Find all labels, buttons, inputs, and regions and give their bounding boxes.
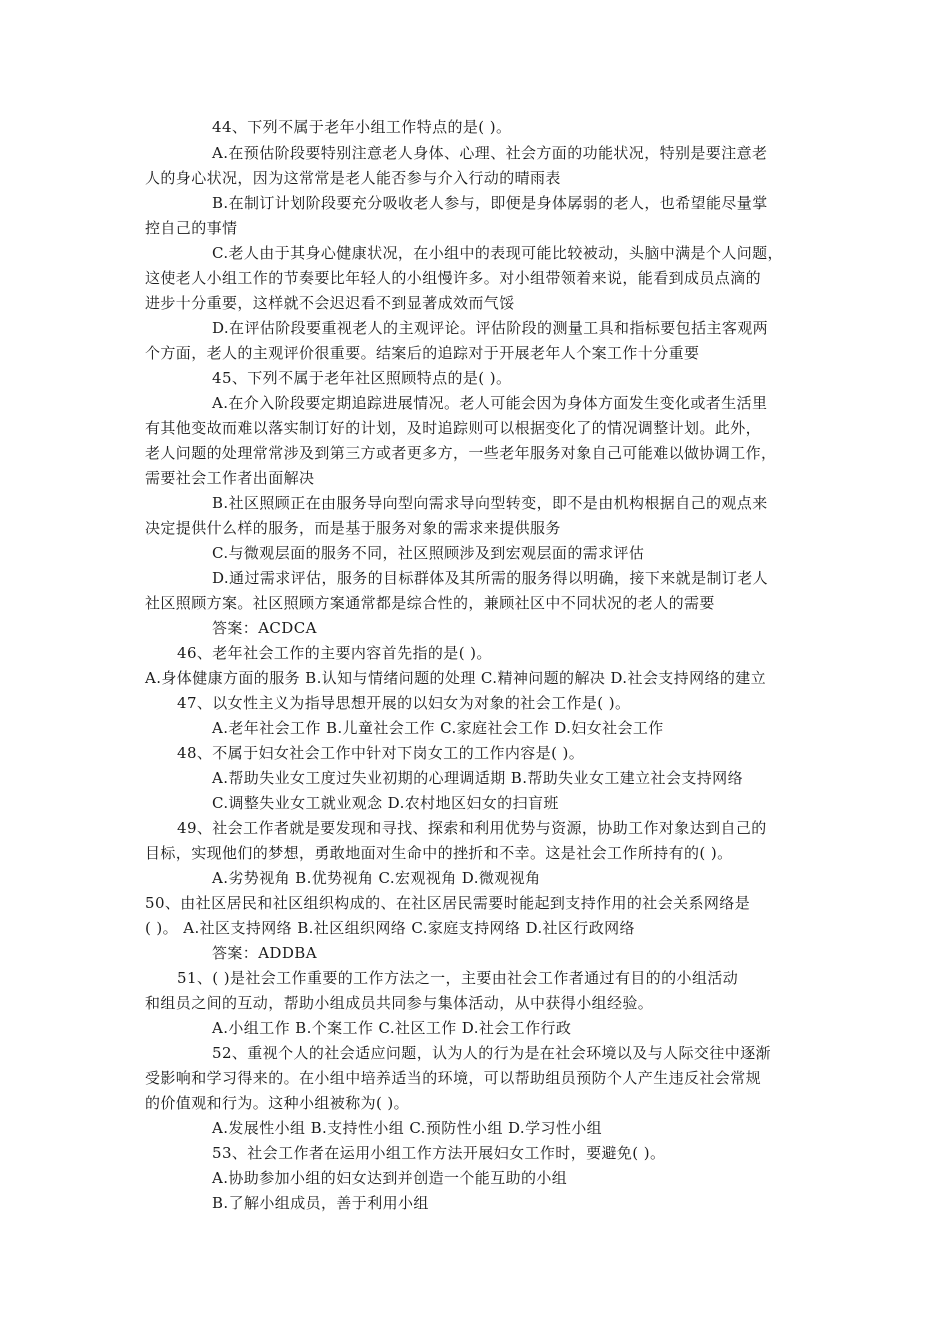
option-text: A.在预估阶段要特别注意老人身体、心理、社会方面的功能状况，特别是要注意老 [212,144,768,162]
option-text: ( )。 A.社区支持网络 B.社区组织网络 C.家庭支持网络 D.社区行政网络 [145,919,635,937]
answer-line: 答案：ADDBA [212,944,317,962]
option-text: 老人问题的处理常常涉及到第三方或者更多方，一些老年服务对象自己可能难以做协调工作， [145,444,777,462]
option-text: A.帮助失业女工度过失业初期的心理调适期 B.帮助失业女工建立社会支持网络 [212,769,743,787]
option-text: 社区照顾方案。社区照顾方案通常都是综合性的，兼顾社区中不同状况的老人的需要 [145,594,715,612]
question-46: 46、老年社会工作的主要内容首先指的是( )。 [177,644,492,662]
question-50: 50、由社区居民和社区组织构成的、在社区居民需要时能起到支持作用的社会关系网络是 [145,894,751,912]
question-44: 44、下列不属于老年小组工作特点的是( )。 [212,118,512,136]
option-text: 决定提供什么样的服务，而是基于服务对象的需求来提供服务 [145,519,561,537]
option-text: B.了解小组成员，善于利用小组 [212,1194,429,1212]
option-text: D.通过需求评估，服务的目标群体及其所需的服务得以明确，接下来就是制订老人 [212,569,769,587]
option-text: 的价值观和行为。这种小组被称为( )。 [145,1094,410,1112]
option-text: A.协助参加小组的妇女达到并创造一个能互助的小组 [212,1169,568,1187]
question-52: 52、重视个人的社会适应问题，认为人的行为是在社会环境以及与人际交往中逐渐 [212,1044,771,1062]
option-text: 需要社会工作者出面解决 [145,469,315,487]
option-text: C.老人由于其身心健康状况，在小组中的表现可能比较被动，头脑中满是个人问题， [212,244,783,262]
option-text: A.发展性小组 B.支持性小组 C.预防性小组 D.学习性小组 [212,1119,603,1137]
option-text: 人的身心状况，因为这常常是老人能否参与介入行动的晴雨表 [145,169,561,187]
option-text: 进步十分重要，这样就不会迟迟看不到显著成效而气馁 [145,294,515,312]
question-48: 48、不属于妇女社会工作中针对下岗女工的工作内容是( )。 [177,744,585,762]
option-text: A.小组工作 B.个案工作 C.社区工作 D.社会工作行政 [212,1019,572,1037]
option-text: A.在介入阶段要定期追踪进展情况。老人可能会因为身体方面发生变化或者生活里 [212,394,768,412]
option-text: 这使老人小组工作的节奏要比年轻人的小组慢许多。对小组带领着来说，能看到成员点滴的 [145,269,762,287]
option-text: 有其他变故而难以落实制订好的计划，及时追踪则可以根据变化了的情况调整计划。此外， [145,419,762,437]
question-49: 49、社会工作者就是要发现和寻找、探索和利用优势与资源，协助工作对象达到自己的 [177,819,767,837]
option-text: A.身体健康方面的服务 B.认知与情绪问题的处理 C.精神问题的解决 D.社会支持网络的建立 [145,669,767,687]
option-text: C.与微观层面的服务不同，社区照顾涉及到宏观层面的需求评估 [212,544,645,562]
option-text: C.调整失业女工就业观念 D.农村地区妇女的扫盲班 [212,794,559,812]
option-text: A.劣势视角 B.优势视角 C.宏观视角 D.微观视角 [212,869,541,887]
option-text: B.在制订计划阶段要充分吸收老人参与，即便是身体孱弱的老人，也希望能尽量掌 [212,194,768,212]
option-text: 目标，实现他们的梦想，勇敢地面对生命中的挫折和不幸。这是社会工作所持有的( )。 [145,844,733,862]
option-text: A.老年社会工作 B.儿童社会工作 C.家庭社会工作 D.妇女社会工作 [212,719,664,737]
question-51: 51、( )是社会工作重要的工作方法之一，主要由社会工作者通过有目的的小组活动 [177,969,739,987]
option-text: 受影响和学习得来的。在小组中培养适当的环境，可以帮助组员预防个人产生违反社会常规 [145,1069,762,1087]
option-text: 和组员之间的互动，帮助小组成员共同参与集体活动，从中获得小组经验。 [145,994,654,1012]
option-text: D.在评估阶段要重视老人的主观评论。评估阶段的测量工具和指标要包括主客观两 [212,319,769,337]
option-text: 控自己的事情 [145,219,238,237]
option-text: B.社区照顾正在由服务导向型向需求导向型转变，即不是由机构根据自己的观点来 [212,494,768,512]
question-45: 45、下列不属于老年社区照顾特点的是( )。 [212,369,512,387]
question-47: 47、以女性主义为指导思想开展的以妇女为对象的社会工作是( )。 [177,694,631,712]
answer-line: 答案：ACDCA [212,619,317,637]
option-text: 个方面，老人的主观评价很重要。结案后的追踪对于开展老年人个案工作十分重要 [145,344,700,362]
question-53: 53、社会工作者在运用小组工作方法开展妇女工作时，要避免( )。 [212,1144,666,1162]
